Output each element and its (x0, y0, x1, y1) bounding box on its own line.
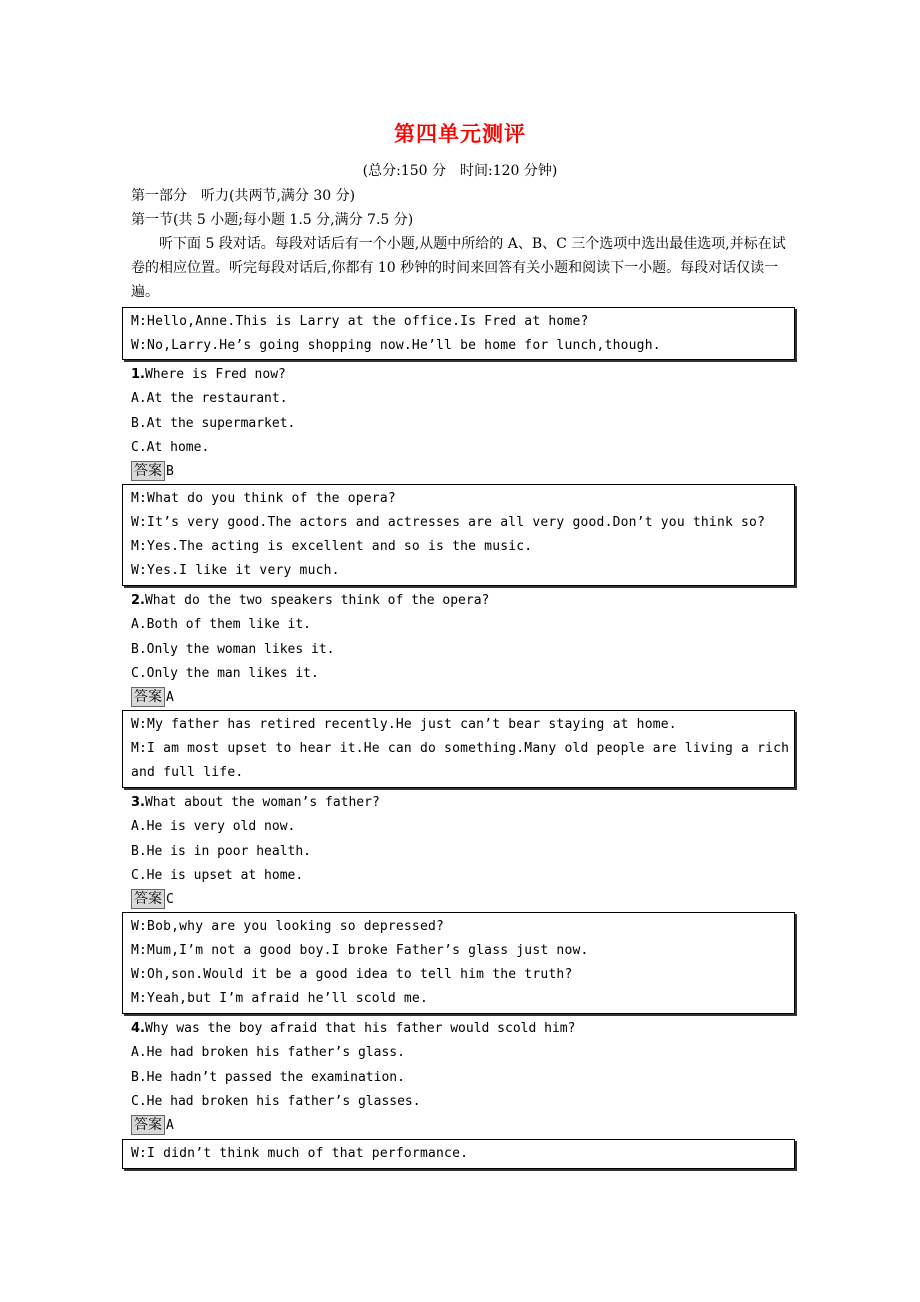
dialogue-line: W:My father has retired recently.He just can’t bear staying at home. (131, 717, 677, 732)
exam-meta: (总分:150 分 时间:120 分钟) (362, 163, 558, 179)
option-a: A.He is very old now. (131, 819, 296, 835)
answer-badge[interactable]: 答案 (131, 461, 165, 481)
dialogue-line: M:What do you think of the opera? (131, 491, 396, 506)
question-1 (131, 363, 295, 482)
option-c: C.Only the man likes it. (131, 665, 319, 681)
answer-badge[interactable]: 答案 (131, 889, 165, 909)
question-text: Where is Fred now? (144, 367, 286, 382)
question-3 (131, 791, 380, 910)
question-2 (131, 589, 489, 708)
question-text: Why was the boy afraid that his father would scold him? (144, 1021, 576, 1036)
option-b: B.He is in poor health. (131, 843, 312, 859)
option-b: B.Only the woman likes it. (131, 641, 335, 657)
option-b: B.At the supermarket. (131, 415, 296, 431)
page-title: 第四单元测评 (394, 122, 526, 146)
answer-value: B (166, 463, 174, 479)
dialogue-line: W:I didn’t think much of that performance. (131, 1146, 469, 1161)
question-number: 1. (131, 367, 145, 382)
answer-value: A (166, 1117, 174, 1133)
subsection-heading: 第一节(共 5 小题;每小题 1.5 分,满分 7.5 分) (131, 212, 414, 228)
dialogue-box-1 (122, 307, 795, 360)
answer-row (131, 1114, 174, 1136)
answer-row (131, 686, 174, 708)
option-c: C.He is upset at home. (131, 867, 304, 883)
answer-value: A (166, 689, 174, 705)
option-c: C.At home. (131, 439, 210, 455)
option-c: C.He had broken his father’s glasses. (131, 1093, 421, 1109)
question-number: 2. (131, 593, 145, 608)
dialogue-line: M:Yeah,but I’m afraid he’ll scold me. (131, 991, 428, 1006)
answer-value: C (166, 891, 174, 907)
question-text: What do the two speakers think of the opera? (144, 593, 490, 608)
answer-row (131, 460, 174, 482)
answer-badge[interactable]: 答案 (131, 687, 165, 707)
question-number: 4. (131, 1021, 145, 1036)
dialogue-line: W:No,Larry.He’s going shopping now.He’ll be home for lunch,though. (131, 338, 661, 353)
option-a: A.At the restaurant. (131, 391, 288, 407)
option-b: B.He hadn’t passed the examination. (131, 1069, 405, 1085)
instructions: 听下面 5 段对话。每段对话后有一个小题,从题中所给的 A、B、C 三个选项中选出最佳选项,并标在试卷的相应位置。听完每段对话后,你都有 10 秒钟的时间来回答有关小题和阅读下一小题。每段对话仅读一遍。 (131, 236, 786, 300)
dialogue-line: W:It’s very good.The actors and actresses are all very good.Don’t you think so? (131, 515, 766, 530)
dialogue-line: W:Oh,son.Would it be a good idea to tell him the truth? (131, 967, 573, 982)
dialogue-line: W:Bob,why are you looking so depressed? (131, 919, 445, 934)
dialogue-box-2 (122, 484, 795, 586)
dialogue-line: M:I am most upset to hear it.He can do something.Many old people are living a rich and full life. (131, 741, 798, 780)
dialogue-line: M:Hello,Anne.This is Larry at the office.Is Fred at home? (131, 314, 589, 329)
part-heading: 第一部分 听力(共两节,满分 30 分) (131, 188, 356, 204)
dialogue-line: W:Yes.I like it very much. (131, 563, 340, 578)
answer-badge[interactable]: 答案 (131, 1115, 165, 1135)
question-number: 3. (131, 795, 145, 810)
question-text: What about the woman’s father? (144, 795, 380, 810)
dialogue-line: M:Yes.The acting is excellent and so is the music. (131, 539, 533, 554)
option-a: A.He had broken his father’s glass. (131, 1045, 405, 1061)
answer-row (131, 888, 174, 910)
option-a: A.Both of them like it. (131, 617, 312, 633)
dialogue-box-3 (122, 710, 798, 788)
dialogue-box-4 (122, 912, 795, 1014)
dialogue-line: M:Mum,I’m not a good boy.I broke Father’s glass just now. (131, 943, 589, 958)
question-4 (131, 1017, 575, 1136)
dialogue-box-5 (122, 1139, 795, 1169)
